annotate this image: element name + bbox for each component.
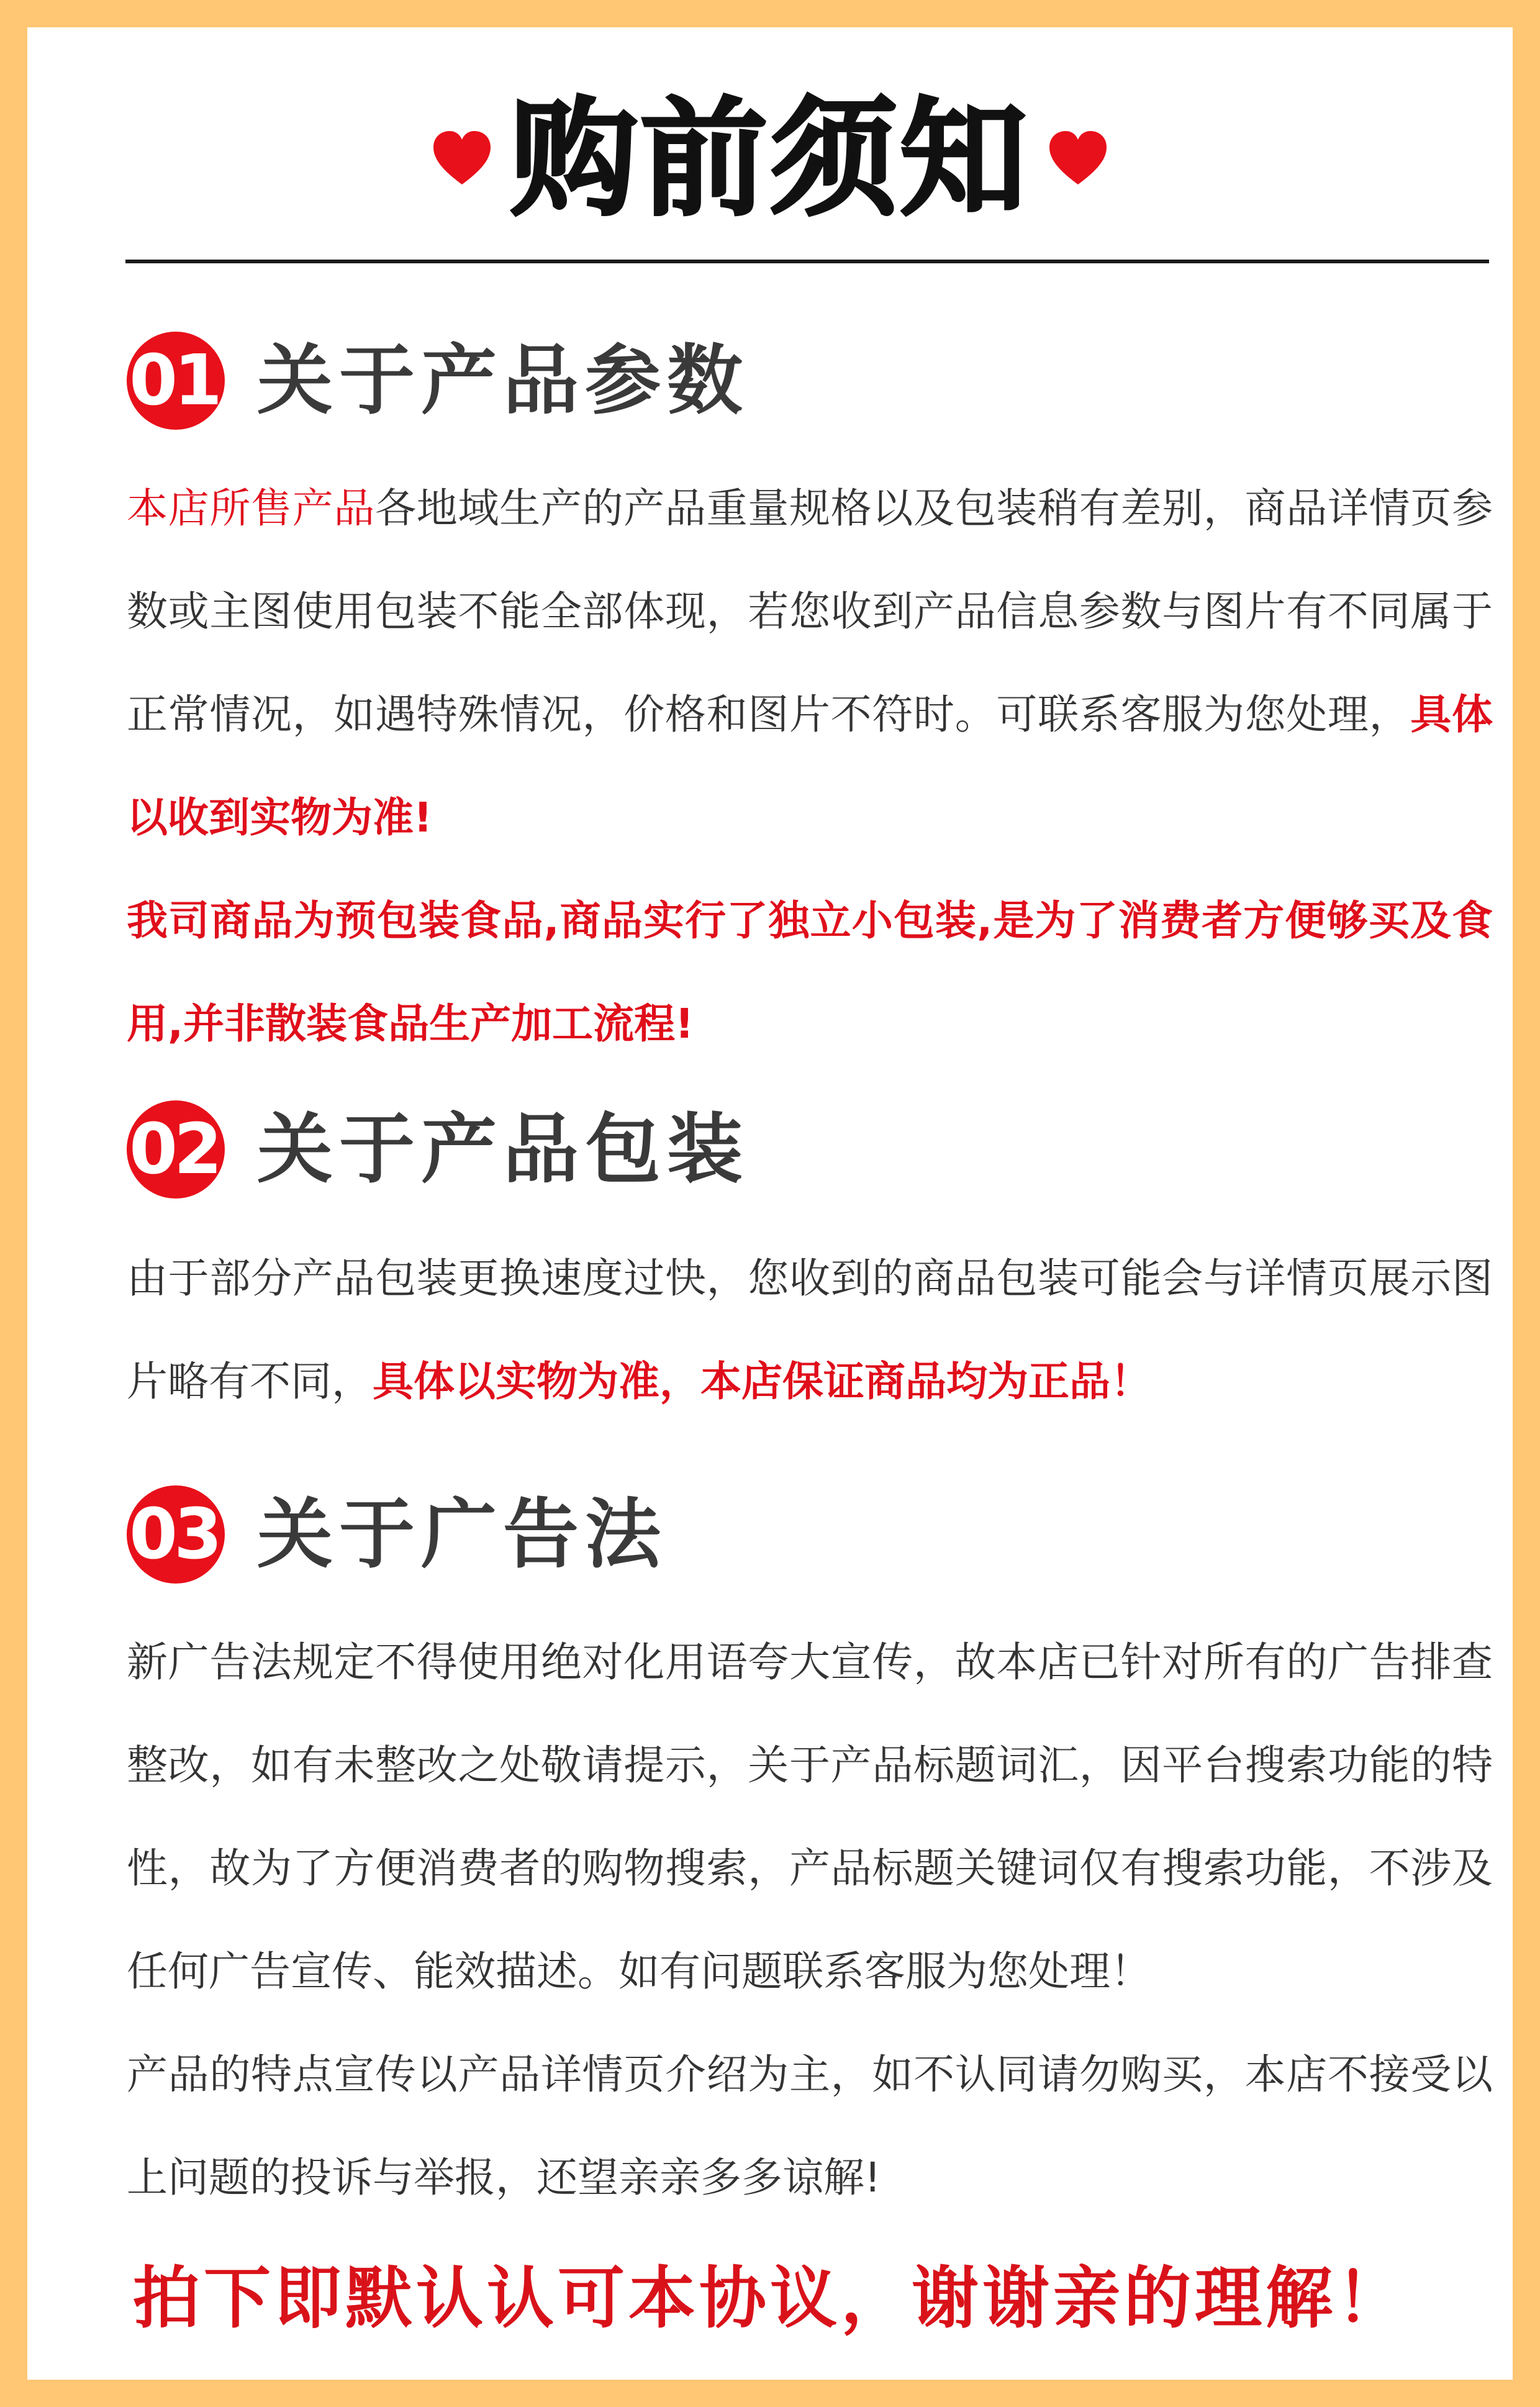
section-paragraph [127, 1611, 1493, 2023]
heart-left-icon [431, 129, 493, 191]
highlight-text: 具体以收到实物为准! [127, 691, 1493, 841]
highlight-text: 具体以实物为准，本店保证商品均为正品！ [373, 1358, 1151, 1405]
section-number-badge: 01 [127, 332, 225, 430]
body-text: 各地域生产的产品重量规格以及包装稍有差别，商品详情页参数或主图使用包装不能全部体现，若您收到产品信息参数与图片有不同属于正常情况，如遇特殊情况，价格和图片不符时。可联系客服为您处理， [127, 484, 1493, 738]
section-header-product-packaging [127, 1100, 749, 1199]
section-paragraph [127, 457, 1493, 869]
header-divider [125, 260, 1489, 263]
highlight-text: 我司商品为预包装食品,商品实行了独立小包装,是为了消费者方便够买及食用,并非散装食品生产加工流程! [127, 897, 1493, 1048]
section-paragraph-notice [127, 869, 1493, 1076]
heart-right-icon [1047, 129, 1109, 191]
section-title: 关于广告法 [257, 1490, 667, 1579]
section-header-advertising-law [127, 1485, 667, 1584]
section-number-badge: 02 [127, 1100, 225, 1199]
section-paragraph [127, 1227, 1493, 1433]
page-header [27, 82, 1513, 237]
section-title: 关于产品参数 [257, 337, 749, 425]
section-header-product-params [127, 332, 749, 430]
section-paragraph [127, 2023, 1493, 2229]
section-number-badge: 03 [127, 1485, 225, 1584]
page-title: 购前须知 [510, 85, 1030, 233]
footer-note: 拍下即默认认可本协议，谢谢亲的理解！ [132, 2260, 1407, 2337]
body-text: 由于部分产品包装更换速度过快，您收到的商品包装可能会与详情页展示图片略有不同， [127, 1254, 1493, 1405]
body-text: 产品的特点宣传以产品详情页介绍为主，如不认同请勿购买，本店不接受以上问题的投诉与举报，还望亲亲多多谅解! [127, 2051, 1493, 2201]
highlight-text: 本店所售产品 [127, 484, 376, 532]
body-text: 新广告法规定不得使用绝对化用语夸大宣传，故本店已针对所有的广告排查整改，如有未整改之处敬请提示，关于产品标题词汇，因平台搜索功能的特性，故为了方便消费者的购物搜索，产品标题关键词仅有搜索功能，不涉及任何广告宣传、能效描述。如有问题联系客服为您处理！ [127, 1638, 1493, 1995]
section-title: 关于产品包装 [257, 1105, 749, 1194]
